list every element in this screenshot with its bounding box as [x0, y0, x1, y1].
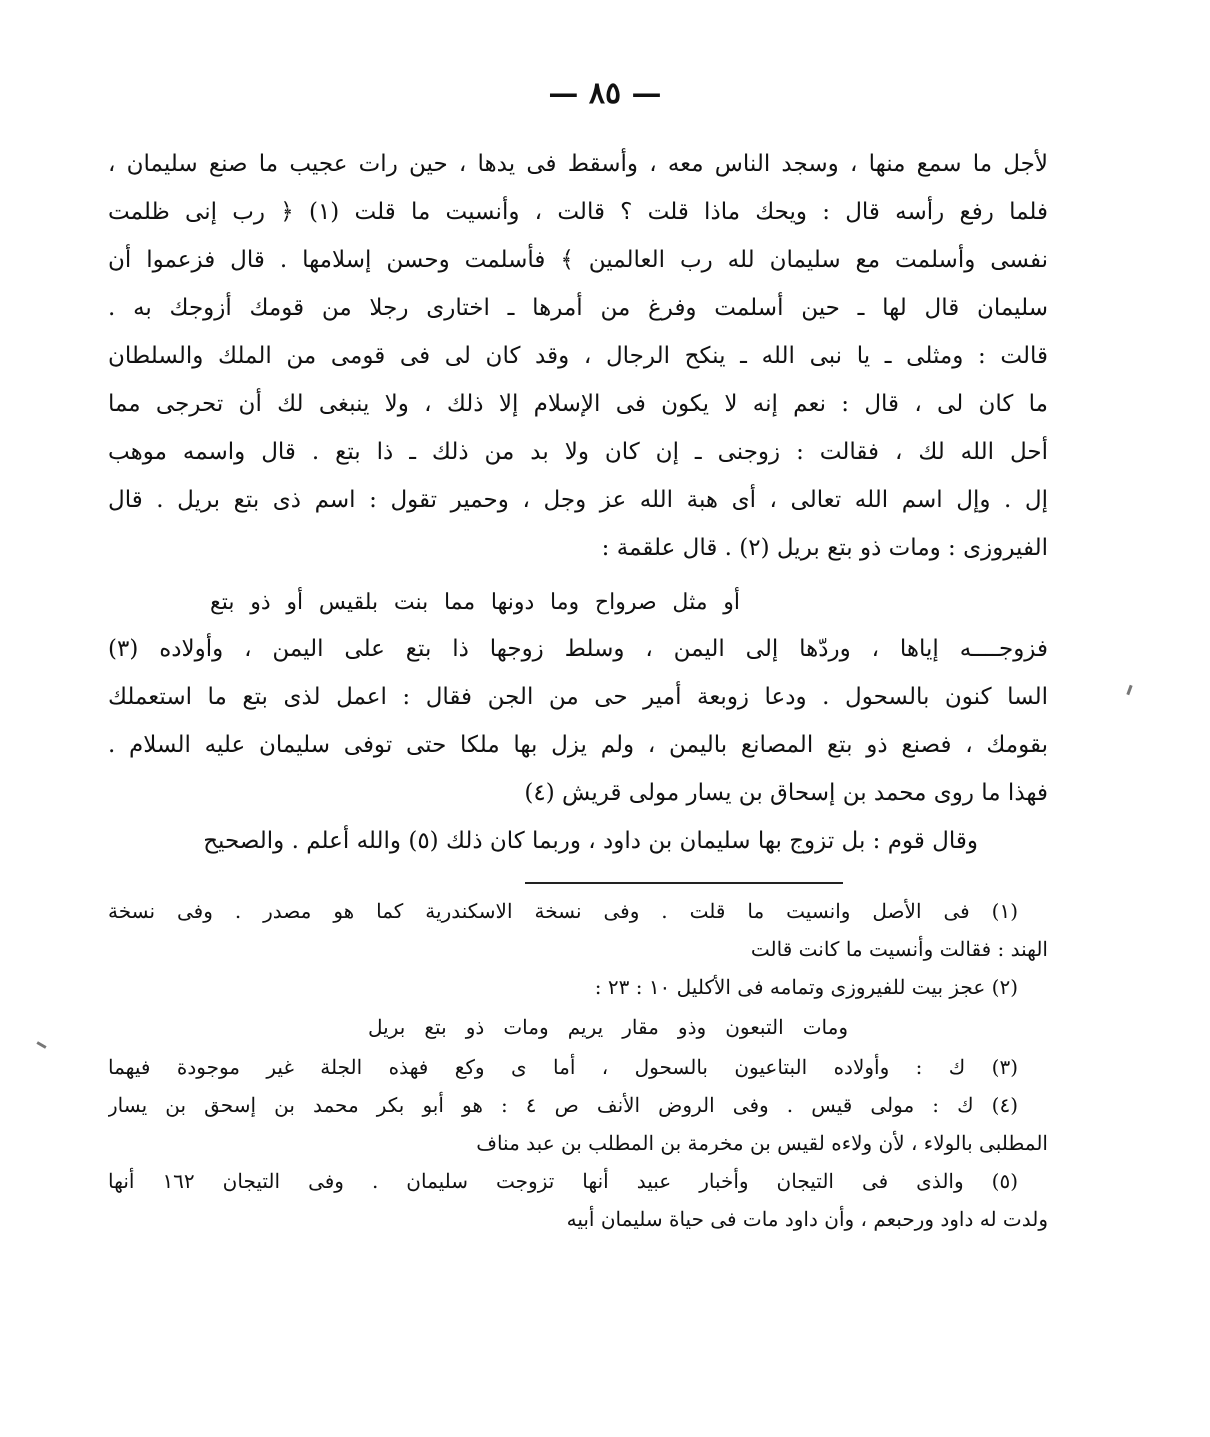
scan-speck — [36, 1041, 46, 1049]
poetry-verse: أو مثل صرواح وما دونها مما بنت بلقيس أو ذو بتع — [210, 590, 740, 615]
footnote-line: (٢) عجز بيت للفيروزى وتمامه فى الأكليل ١٠ : ٢٣ : — [594, 975, 1018, 999]
footnote-verse: ومات التبعون وذو مقار يريم ومات ذو بتع بريل — [368, 1015, 848, 1039]
footnote-line: (١) فى الأصل وانسيت ما قلت . وفى نسخة الاسكندرية كما هو مصدر . وفى نسخة — [108, 899, 1018, 923]
text-line: إل . وإل اسم الله تعالى ، أى هبة الله عز وجل ، وحمير تقول : اسم ذى بتع بريل . قال — [108, 487, 1048, 513]
text-line: السا كنون بالسحول . ودعا زوبعة أمير حى من الجن فقال : اعمل لذى بتع ما استعملك — [108, 684, 1048, 710]
footnote-divider — [525, 882, 843, 884]
page-number: — ٨٥ — — [548, 76, 662, 111]
text-line: بقومك ، فصنع ذو بتع المصانع باليمن ، ولم يزل بها ملكا حتى توفى سليمان عليه السلام . — [108, 732, 1048, 758]
text-line: أحل الله لك ، فقالت : زوجنى ـ إن كان ولا بد من ذلك ـ ذا بتع . قال واسمه موهب — [108, 439, 1048, 465]
text-line: فهذا ما روى محمد بن إسحاق بن يسار مولى قريش (٤) — [524, 780, 1048, 806]
text-line: وقال قوم : بل تزوج بها سليمان بن داود ، وربما كان ذلك (٥) والله أعلم . والصحيح — [203, 828, 978, 854]
text-line: نفسى وأسلمت مع سليمان لله رب العالمين ﴾ فأسلمت وحسن إسلامها . قال فزعموا أن — [108, 247, 1048, 273]
footnote-line: المطلبى بالولاء ، لأن ولاءه لقيس بن مخرمة بن المطلب بن عبد مناف — [476, 1131, 1048, 1155]
footnote-line: (٥) والذى فى التيجان وأخبار عبيد أنها تزوجت سليمان . وفى التيجان ١٦٢ أنها — [108, 1169, 1018, 1193]
text-line: فلما رفع رأسه قال : ويحك ماذا قلت ؟ قالت ، وأنسيت ما قلت (١) ﴿ رب إنى ظلمت — [108, 199, 1048, 225]
text-line: سليمان قال لها ـ حين أسلمت وفرغ من أمرها ـ اختارى رجلا من قومك أزوجك به . — [108, 295, 1048, 321]
main-text-block-2 — [108, 625, 1048, 865]
footnote-line: ولدت له داود ورحبعم ، وأن داود مات فى حياة سليمان أبيه — [566, 1207, 1048, 1231]
footnote-line: (٣) ك : وأولاده البتاعيون بالسحول ، أما ى وكع فهذه الجلة غير موجودة فيهما — [108, 1055, 1018, 1079]
text-line: الفيروزى : ومات ذو بتع بريل (٢) . قال علقمة : — [601, 535, 1048, 561]
text-line: لأجل ما سمع منها ، وسجد الناس معه ، وأسقط فى يدها ، حين رات عجيب ما صنع سليمان ، — [108, 151, 1048, 177]
main-text-block-1 — [108, 140, 1048, 572]
scan-speck — [1126, 685, 1132, 695]
footnote-line: (٤) ك : مولى قيس . وفى الروض الأنف ص ٤ : هو أبو بكر محمد بن إسحق بن يسار — [108, 1093, 1019, 1117]
text-line: ما كان لى ، قال : نعم إنه لا يكون فى الإسلام إلا ذلك ، ولا ينبغى لك أن تحرجى مما — [108, 391, 1048, 417]
footnotes-block — [108, 892, 1048, 1238]
footnote-line: الهند : فقالت وأنسيت ما كانت قالت — [750, 937, 1048, 961]
text-line: فزوجــــه إياها ، وردّها إلى اليمن ، وسلط زوجها ذا بتع على اليمن ، وأولاده (٣) — [108, 636, 1048, 662]
text-line: قالت : ومثلى ـ يا نبى الله ـ ينكح الرجال ، وقد كان لى فى قومى من الملك والسلطان — [108, 343, 1048, 369]
